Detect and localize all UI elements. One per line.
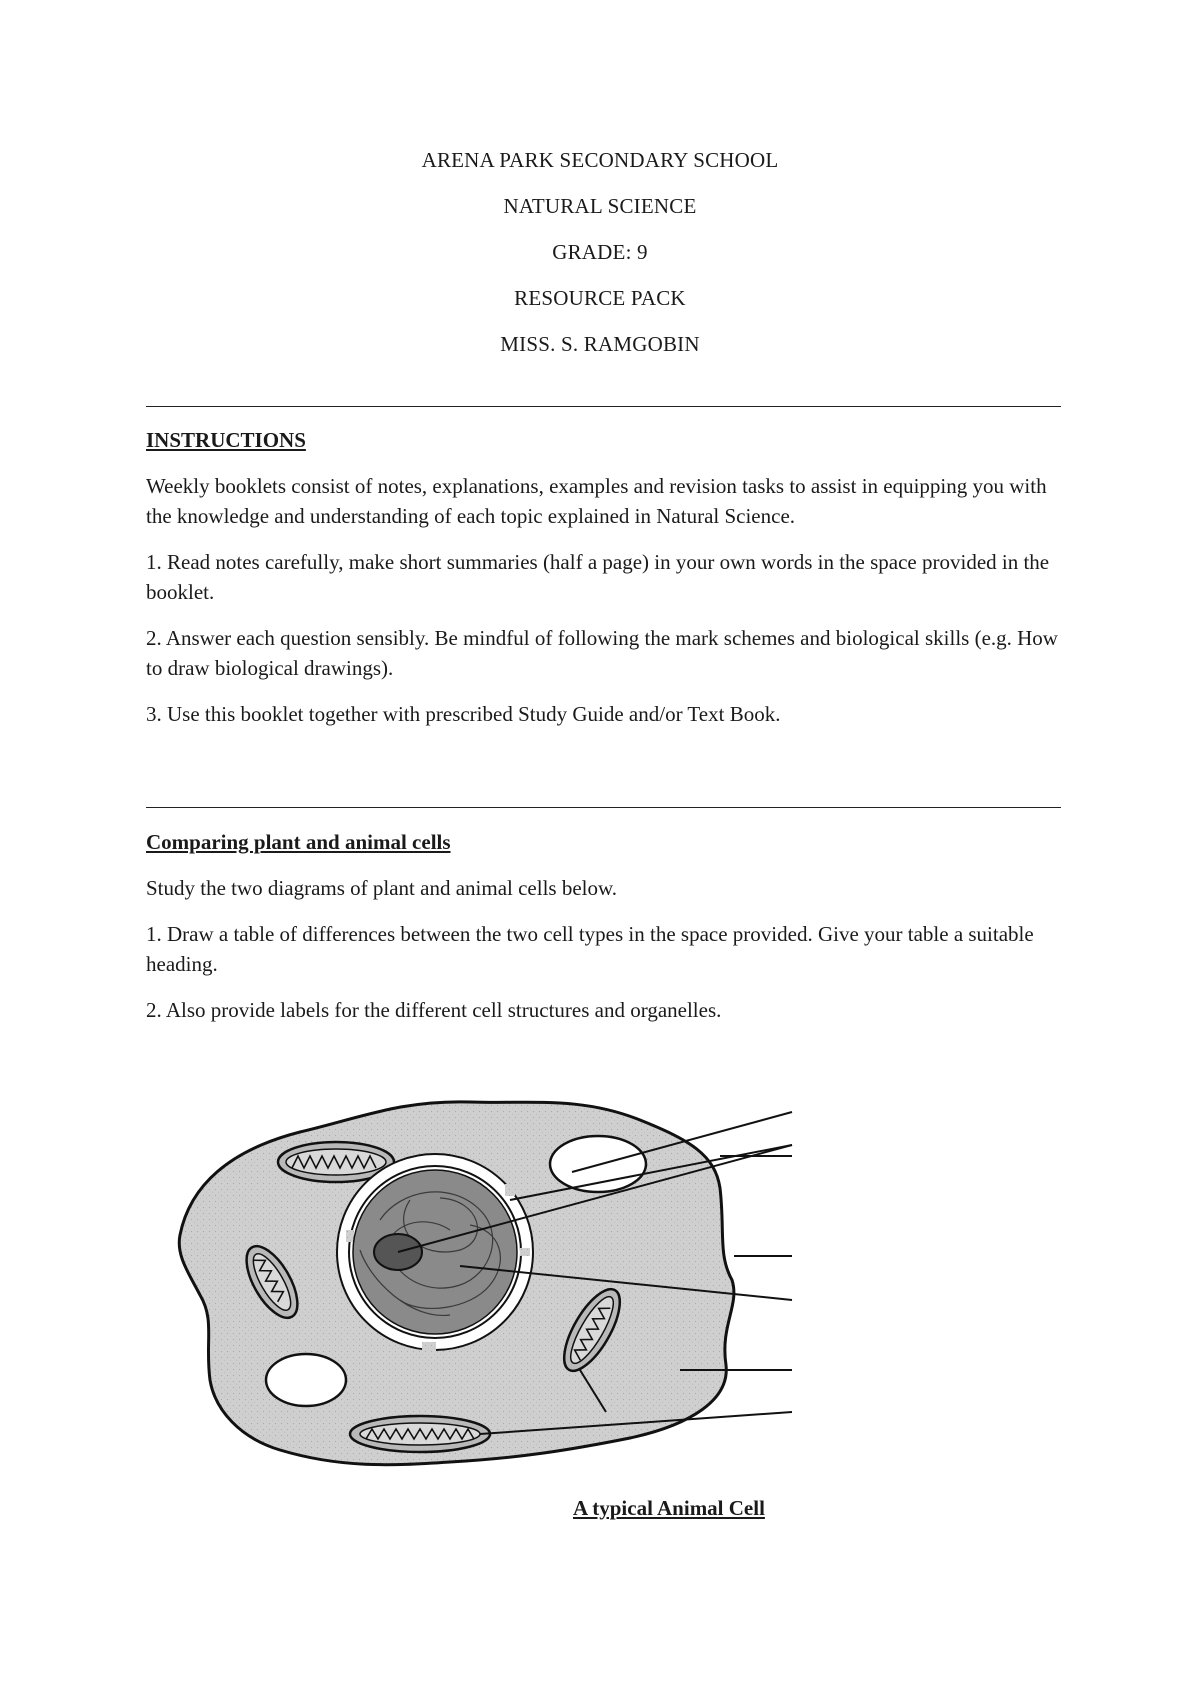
animal-cell-diagram bbox=[160, 1080, 820, 1480]
comparing-item: 2. Also provide labels for the different cell structures and organelles. bbox=[146, 998, 722, 1022]
divider-top bbox=[146, 406, 1061, 407]
instructions-section bbox=[146, 425, 1061, 729]
grade-label: GRADE: 9 bbox=[552, 240, 648, 264]
comparing-section bbox=[146, 827, 1061, 1025]
divider-middle bbox=[146, 807, 1061, 808]
subject-title: NATURAL SCIENCE bbox=[503, 194, 697, 218]
teacher-name: MISS. S. RAMGOBIN bbox=[500, 332, 700, 356]
comparing-item: 1. Draw a table of differences between the two cell types in the space provided. Give your table a suitable heading. bbox=[146, 922, 1034, 976]
mitochondrion bbox=[350, 1416, 490, 1452]
instruction-item: 1. Read notes carefully, make short summaries (half a page) in your own words in the space provided in the booklet. bbox=[146, 550, 1050, 604]
school-name: ARENA PARK SECONDARY SCHOOL bbox=[421, 148, 779, 172]
comparing-heading: Comparing plant and animal cells bbox=[146, 830, 451, 854]
instructions-intro: Weekly booklets consist of notes, explanations, examples and revision tasks to assist in equipping you with the knowledge and understanding of each topic explained in Natural Science. bbox=[146, 474, 1047, 528]
resource-pack-label: RESOURCE PACK bbox=[514, 286, 686, 310]
instruction-item: 2. Answer each question sensibly. Be mindful of following the mark schemes and biological skills (e.g. How to draw biological drawings). bbox=[146, 626, 1058, 680]
diagram-caption: A typical Animal Cell bbox=[573, 1496, 765, 1520]
instruction-item: 3. Use this booklet together with prescribed Study Guide and/or Text Book. bbox=[146, 702, 781, 726]
vacuole bbox=[266, 1354, 346, 1406]
comparing-intro: Study the two diagrams of plant and animal cells below. bbox=[146, 876, 618, 900]
instructions-heading: INSTRUCTIONS bbox=[146, 428, 306, 452]
